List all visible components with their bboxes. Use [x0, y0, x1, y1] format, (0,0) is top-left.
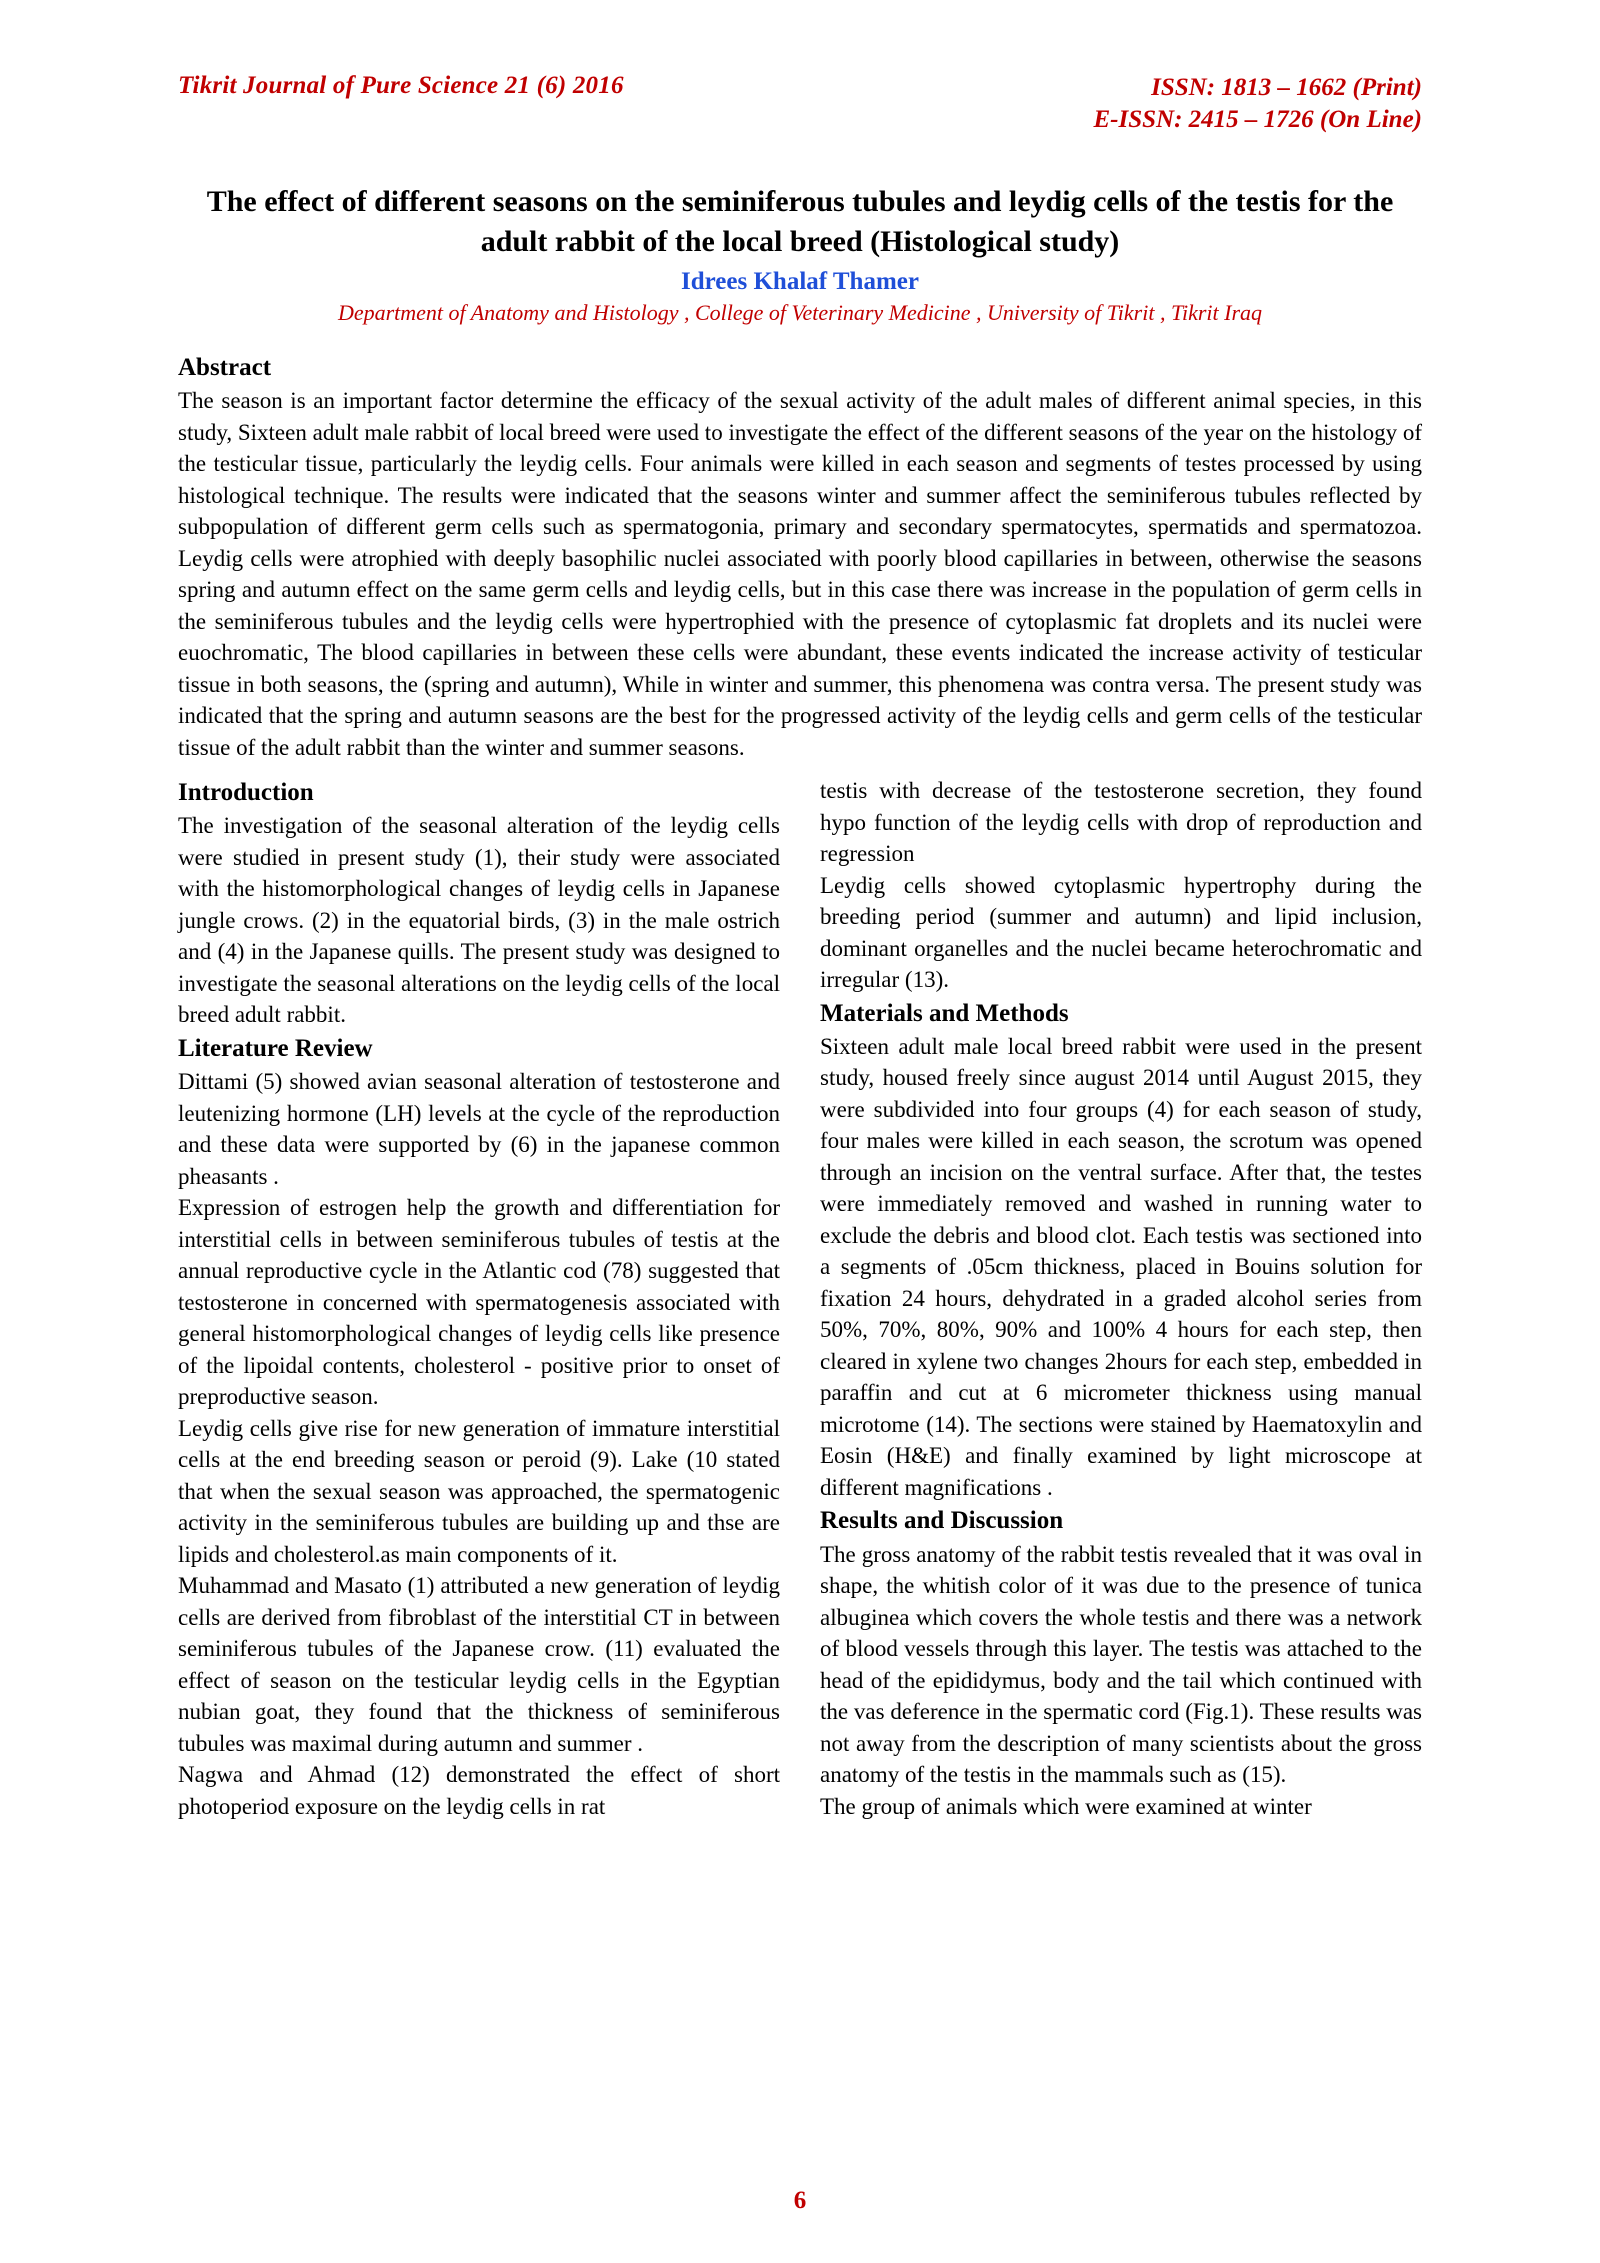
- literature-paragraph-2: Expression of estrogen help the growth and differentiation for interstitial cells in between seminiferous tubules of testis at the annual reproductive cycle in the Atlantic cod (78) suggested that testosterone in concerned with spermatogenesis associated with general histomorphological changes of leydig cells like presence of the lipoidal contents, cholesterol - positive prior to onset of preproductive season.: [178, 1195, 780, 1410]
- literature-paragraph-5: Nagwa and Ahmad (12) demonstrated the effect of short photoperiod exposure on the leydig cells in rat: [178, 1762, 780, 1819]
- materials-methods-paragraph: Sixteen adult male local breed rabbit were used in the present study, housed freely since august 2014 until August 2015, they were subdivided into four groups (4) for each season of study, four males were killed in each season, the scrotum was opened through an incision on the ventral surface. After that, the testes were immediately removed and washed in running water to exclude the debris and blood clot. Each testis was sectioned into a segments of .05cm thickness, placed in Bouins solution for fixation 24 hours, dehydrated in a graded alcohol series from 50%, 70%, 80%, 90% and 100% 4 hours for each step, then cleared in xylene two changes 2hours for each step, embedded in paraffin and cut at 6 micrometer thickness using manual microtome (14). The sections were stained by Haematoxylin and Eosin (H&E) and finally examined by light microscope at different magnifications .: [820, 1033, 1422, 1500]
- results-discussion-heading: Results and Discussion: [820, 1507, 1064, 1535]
- abstract-text: The season is an important factor determine the efficacy of the sexual activity of the adult males of different animal species, in this study, Sixteen adult male rabbit of local breed were used to investigate the effect of the different seasons of the year on the histology of the testicular tissue, particularly the leydig cells. Four animals were killed in each season and segments of testes processed by using histological technique. The results were indicated that the seasons winter and summer affect the seminiferous tubules reflected by subpopulation of different germ cells such as spermatogonia, primary and secondary spermatocytes, spermatids and spermatozoa. Leydig cells were atrophied with deeply basophilic nuclei associated with poorly blood capillaries in between, otherwise the seasons spring and autumn effect on the same germ cells and leydig cells, but in this case there was increase in the population of germ cells in the seminiferous tubules and the leydig cells were hypertrophied with the presence of cytoplasmic fat droplets and its nuclei were euochromatic, The blood capillaries in between these cells were abundant, these events indicated the increase activity of testicular tissue in both seasons, the (spring and autumn), While in winter and summer, this phenomena was contra versa. The present study was indicated that the spring and autumn seasons are the best for the progressed activity of the leydig cells and germ cells of the testicular tissue of the adult rabbit than the winter and summer seasons.: [178, 388, 1422, 760]
- results-paragraph-2: The group of animals which were examined at winter: [820, 1793, 1312, 1819]
- journal-name: Tikrit Journal of Pure Science 21 (6) 2016: [178, 72, 624, 99]
- issn-print: ISSN: 1813 – 1662 (Print): [1151, 74, 1422, 101]
- article-authors: Idrees Khalaf Thamer: [681, 267, 919, 295]
- results-paragraph-1: The gross anatomy of the rabbit testis revealed that it was oval in shape, the whitish color of it was due to the presence of tunica albuginea which covers the whole testis and there was a network of blood vessels through this layer. The testis was attached to the head of the epididymus, body and the tail which continued with the vas deference in the spermatic cord (Fig.1). These results was not away from the description of many scientists about the gross anatomy of the testis in the mammals such as (15).: [820, 1541, 1422, 1788]
- materials-methods-heading: Materials and Methods: [820, 999, 1069, 1027]
- continued-paragraph-1: testis with decrease of the testosterone secretion, they found hypo function of the leydig cells with drop of reproduction and regression: [820, 778, 1422, 867]
- literature-review-heading: Literature Review: [178, 1034, 373, 1062]
- issn-block: [1094, 72, 1423, 136]
- issn-online: E-ISSN: 2415 – 1726 (On Line): [1093, 106, 1422, 133]
- page-header: [178, 72, 1422, 136]
- literature-paragraph-3: Leydig cells give rise for new generation of immature interstitial cells at the end breeding season or peroid (9). Lake (10 stated that when the sexual season was approached, the spermatogenic activity in the seminiferous tubules are building up and thse are lipids and cholesterol.as main components of it.: [178, 1415, 780, 1567]
- introduction-heading: Introduction: [178, 779, 314, 807]
- article-title: The effect of different seasons on the seminiferous tubules and leydig cells of the testis for the adult rabbit of the local breed (Histological study): [206, 185, 1394, 258]
- left-column: [178, 775, 780, 1822]
- literature-paragraph-1: Dittami (5) showed avian seasonal alteration of testosterone and leutenizing hormone (LH) levels at the cycle of the reproduction and these data were supported by (6) in the japanese common pheasants .: [178, 1069, 780, 1189]
- page-number: 6: [793, 2187, 807, 2214]
- article-affiliation: Department of Anatomy and Histology , College of Veterinary Medicine , University of Tikrit , Tikrit Iraq: [337, 299, 1263, 325]
- continued-paragraph-2: Leydig cells showed cytoplasmic hypertrophy during the breeding period (summer and autumn) and lipid inclusion, dominant organelles and the nuclei became heterochromatic and irregular (13).: [820, 872, 1422, 993]
- body-columns: [178, 775, 1422, 1822]
- introduction-paragraph: The investigation of the seasonal alteration of the leydig cells were studied in present study (1), their study were associated with the histomorphological changes of leydig cells in Japanese jungle crows. (2) in the equatorial birds, (3) in the male ostrich and (4) in the Japanese quills. The present study was designed to investigate the seasonal alterations on the leydig cells of the local breed adult rabbit.: [178, 813, 780, 1028]
- abstract-heading: Abstract: [178, 353, 272, 381]
- literature-paragraph-4: Muhammad and Masato (1) attributed a new generation of leydig cells are derived from fibroblast of the interstitial CT in between seminiferous tubules of the Japanese crow. (11) evaluated the effect of season on the testicular leydig cells in the Egyptian nubian goat, they found that the thickness of seminiferous tubules was maximal during autumn and summer .: [178, 1573, 780, 1756]
- right-column: [820, 775, 1422, 1822]
